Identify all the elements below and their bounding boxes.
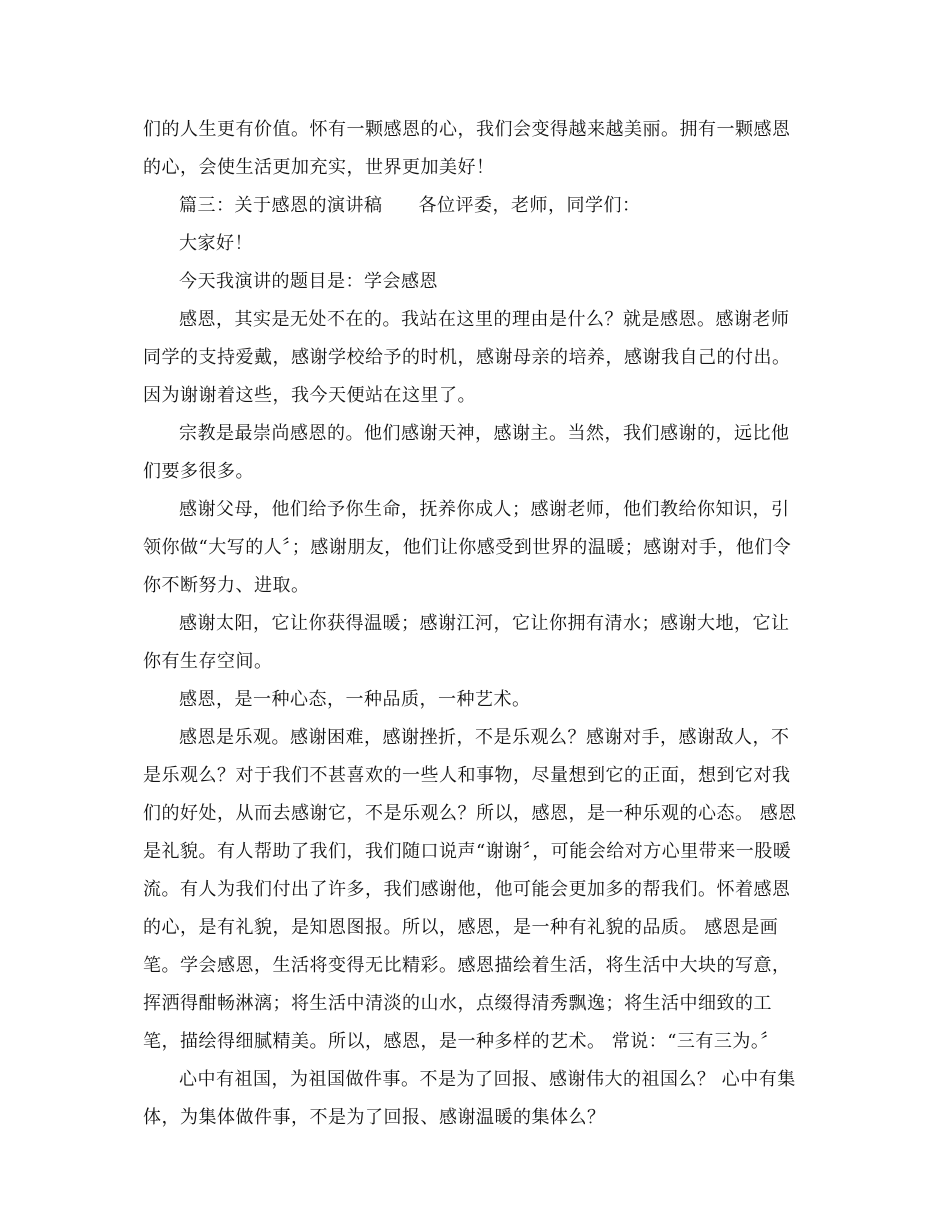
text-line: 今天我演讲的题目是：学会感恩 — [179, 271, 438, 292]
text-line: 笔，描绘得细腻精美。所以，感恩，是一种多样的艺术。 常说：“三有三为。〞 — [143, 1031, 779, 1052]
text-line: 流。有人为我们付出了许多，我们感谢他，他可能会更加多的帮我们。怀着感恩 — [143, 879, 791, 900]
salutation: 各位评委，老师，同学们： — [418, 195, 641, 216]
text-line: 挥洒得酣畅淋漓；将生活中清淡的山水，点缀得清秀飘逸；将生活中细致的工 — [143, 993, 772, 1014]
text-line: 你有生存空间。 — [143, 651, 273, 672]
text-line: 体，为集体做件事，不是为了回报、感谢温暖的集体么？ — [143, 1107, 606, 1128]
text-line: 感恩，其实是无处不在的。我站在这里的理由是什么？就是感恩。感谢老师 — [179, 309, 790, 330]
text-line: 们要多很多。 — [143, 461, 254, 482]
section-title: 篇三：关于感恩的演讲稿 — [179, 195, 383, 216]
text-line: 大家好！ — [179, 233, 253, 254]
text-line: 们的人生更有价值。怀有一颗感恩的心，我们会变得越来越美丽。拥有一颗感恩 — [143, 119, 791, 140]
section-heading-line — [179, 187, 859, 225]
text-line: 是乐观么？对于我们不甚喜欢的一些人和事物，尽量想到它的正面，想到它对我 — [143, 765, 791, 786]
text-line: 们的好处，从而去感谢它，不是乐观么？所以，感恩，是一种乐观的心态。 感恩 — [143, 803, 797, 824]
text-line: 是礼貌。有人帮助了我们，我们随口说声“谢谢〞，可能会给对方心里带来一股暖 — [143, 841, 792, 862]
text-line: 的心，是有礼貌，是知恩图报。所以，感恩，是一种有礼貌的品质。 感恩是画 — [143, 917, 779, 938]
text-line: 感谢父母，他们给予你生命，抚养你成人；感谢老师，他们教给你知识，引 — [179, 499, 790, 520]
text-line: 感谢太阳，它让你获得温暖；感谢江河，它让你拥有清水；感谢大地，它让 — [179, 613, 790, 634]
text-line: 感恩，是一种心态，一种品质，一种艺术。 — [179, 689, 531, 710]
text-line: 的心，会使生活更加充实，世界更加美好！ — [143, 157, 495, 178]
text-line: 因为谢谢着这些，我今天便站在这里了。 — [143, 385, 476, 406]
text-line: 笔。学会感恩，生活将变得无比精彩。感恩描绘着生活，将生活中大块的写意， — [143, 955, 791, 976]
text-line: 同学的支持爱戴，感谢学校给予的时机，感谢母亲的培养，感谢我自己的付出。 — [143, 347, 791, 368]
text-line: 领你做“大写的人〞；感谢朋友，他们让你感受到世界的温暖；感谢对手，他们令 — [143, 537, 792, 558]
text-line: 感恩是乐观。感谢困难，感谢挫折，不是乐观么？感谢对手，感谢敌人，不 — [179, 727, 790, 748]
text-line: 你不断努力、进取。 — [143, 575, 310, 596]
text-line: 宗教是最崇尚感恩的。他们感谢天神，感谢主。当然，我们感谢的，远比他 — [179, 423, 790, 444]
text-line: 心中有祖国，为祖国做件事。不是为了回报、感谢伟大的祖国么？ 心中有集 — [179, 1069, 796, 1090]
